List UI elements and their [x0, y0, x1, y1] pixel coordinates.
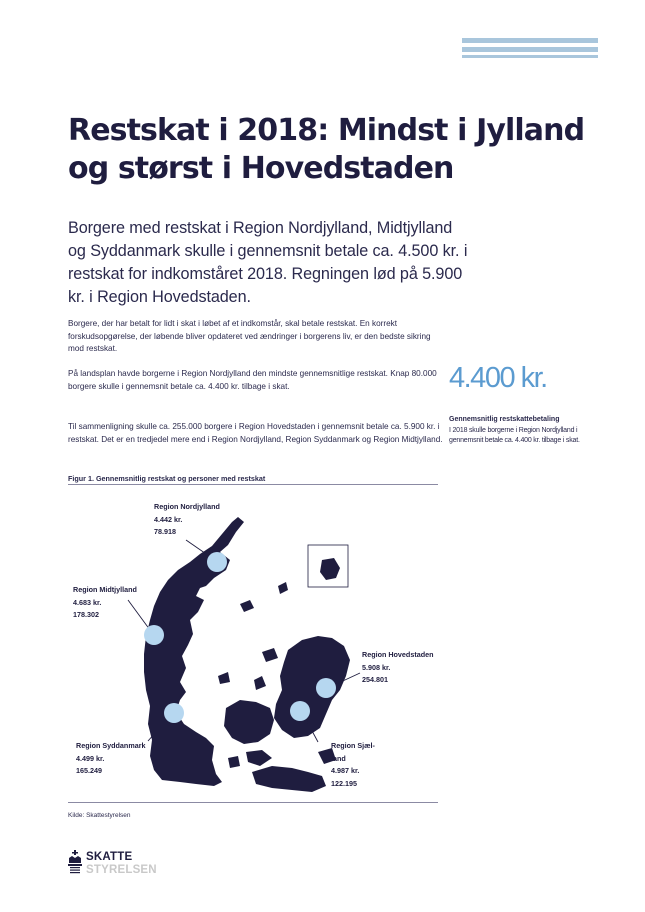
- region-name: Region Hovedstaden: [362, 650, 434, 659]
- bornholm-shape: [320, 558, 340, 580]
- region-persons: 254.801: [362, 675, 388, 684]
- label-hovedstaden: [362, 649, 434, 687]
- island-shape: [218, 672, 230, 684]
- label-nordjylland: [154, 501, 220, 539]
- region-persons: 178.302: [73, 610, 99, 619]
- region-name: Region Midtjylland: [73, 585, 137, 594]
- figure-source: Kilde: Skattestyrelsen: [68, 812, 131, 819]
- body-paragraph-1: Borgere, der har betalt for lidt i skat i løbet af et indkomstår, skal betale restskat. En korrekt forskudsopgørelse, der løbende bliver opdateret ved ændringer i borgerens liv, er den bedste sikring mod restskat.: [68, 319, 431, 353]
- region-persons: 78.918: [154, 527, 176, 536]
- label-syddanmark: [76, 740, 146, 778]
- region-name: Region Nordjylland: [154, 502, 220, 511]
- marker-nordjylland: [207, 552, 227, 572]
- sidebar-heading: Gennemsnitlig restskattebetaling: [449, 416, 560, 423]
- island-shape: [254, 676, 266, 690]
- funen-shape: [224, 700, 274, 744]
- highlight-number: 4.400 kr.: [449, 362, 547, 394]
- figure-rule-bottom: [68, 802, 438, 803]
- bornholm-inset: [308, 545, 348, 587]
- sidebar-text: I 2018 skulle borgerne i Region Nordjylland i gennemsnit betale ca. 4.400 kr. tilbage i skat.: [449, 427, 580, 444]
- label-midtjylland: [73, 584, 137, 622]
- island-shape: [278, 582, 288, 594]
- logo-text-line2: STYRELSEN: [86, 864, 157, 876]
- region-amount: 4.499 kr.: [76, 753, 105, 763]
- marker-sjaelland: [290, 701, 310, 721]
- figure-caption: Figur 1. Gennemsnitlig restskat og personer med restskat: [68, 474, 266, 483]
- skattestyrelsen-logo: [66, 848, 176, 880]
- region-persons: 165.249: [76, 766, 102, 775]
- region-name: Region Syddanmark: [76, 741, 146, 750]
- region-amount: 4.442 kr.: [154, 514, 183, 524]
- region-amount: 5.908 kr.: [362, 662, 391, 672]
- zealand-shape: [274, 636, 350, 738]
- label-sjaelland: [331, 740, 375, 790]
- island-shape: [246, 750, 272, 766]
- body-paragraph-2: På landsplan havde borgerne i Region Nordjylland den mindste gennemsnitlige restskat. Knap 80.000 borgere skulle i gennemsnit betale ca. 4.400 kr. tilbage i skat.: [68, 369, 437, 391]
- jutland-shape: [144, 517, 244, 786]
- marker-midtjylland: [144, 625, 164, 645]
- page-title: Restskat i 2018: Mindst i Jylland og størst i Hovedstaden: [68, 113, 585, 186]
- map-landmass: [144, 517, 350, 792]
- lolland-shape: [252, 766, 326, 792]
- lead-paragraph: Borgere med restskat i Region Nordjylland, Midtjylland og Syddanmark skulle i gennemsnit betale ca. 4.500 kr. i restskat for indkomståret 2018. Regningen lød på 5.900 kr. i Region Hovedstaden.: [68, 219, 468, 306]
- body-paragraph-3: Til sammenligning skulle ca. 255.000 borgere i Region Hovedstaden i gennemsnit betale ca. 5.900 kr. i restskat. Det er en tredjedel mere end i Region Nordjylland, Region Syddanmark og Region Midtjylland.: [68, 422, 443, 444]
- crown-icon: [66, 850, 84, 876]
- island-shape: [262, 648, 278, 662]
- region-amount: 4.683 kr.: [73, 597, 102, 607]
- region-name-cont: land: [331, 753, 346, 763]
- island-shape: [240, 600, 254, 612]
- region-persons: 122.195: [331, 778, 357, 788]
- marker-syddanmark: [164, 703, 184, 723]
- logo-text-line1: SKATTE: [86, 851, 133, 863]
- island-shape: [228, 756, 240, 768]
- region-name: Region Sjæl-: [331, 741, 375, 750]
- marker-hovedstaden: [316, 678, 336, 698]
- region-amount: 4.987 kr.: [331, 766, 360, 775]
